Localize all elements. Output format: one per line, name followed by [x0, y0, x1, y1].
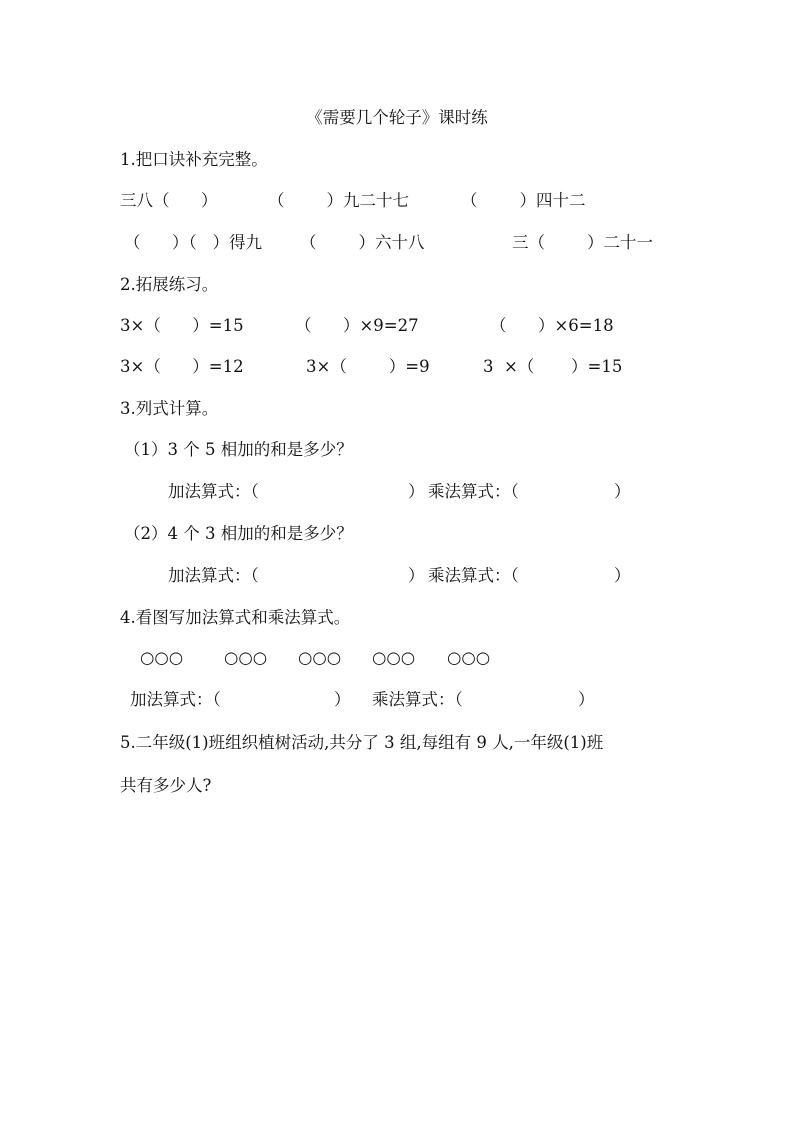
q2-r2-item2: 3×（ ）=9 [306, 357, 430, 376]
q2-r2-item3: 3 ×（ ）=15 [483, 357, 623, 376]
q1-r2-item1: （ ）（ ）得九 [124, 233, 262, 252]
q3-sub1-add-label: 加法算式：（ [168, 482, 259, 501]
q4-mul-label: 乘法算式：（ [372, 690, 463, 709]
q3-sub2-add-label: 加法算式：（ [168, 566, 259, 585]
q5-line2: 共有多少人? [120, 776, 212, 795]
q1-r2-item3: 三（ ）二十一 [512, 233, 653, 252]
q3-sub1-add-close: ） [408, 482, 425, 501]
q3-sub1-mul-label: 乘法算式：（ [428, 482, 519, 501]
q3-sub1: （1）3 个 5 相加的和是多少？ [124, 440, 353, 459]
page-title: 《需要几个轮子》课时练 [306, 108, 488, 127]
q3-sub1-mul-close: ） [614, 482, 631, 501]
q1-r1-item2: （ ）九二十七 [268, 191, 409, 210]
q1-r1-item1: 三八（ ） [120, 191, 218, 210]
q3-heading: 3.列式计算。 [120, 399, 219, 418]
q4-mul-close: ） [578, 690, 595, 709]
q2-r2-item1: 3×（ ）=12 [120, 357, 244, 376]
q2-r1-item3: （ ）×6=18 [490, 316, 614, 335]
q2-r1-item2: （ ）×9=27 [295, 316, 419, 335]
q2-heading: 2.拓展练习。 [120, 275, 219, 294]
circle-group-2: ○○○ [224, 648, 268, 667]
q3-sub2-mul-label: 乘法算式：（ [428, 566, 519, 585]
q1-r1-item3: （ ）四十二 [461, 191, 586, 210]
q3-sub2: （2）4 个 3 相加的和是多少？ [124, 524, 353, 543]
q3-sub2-add-close: ） [408, 566, 425, 585]
circle-group-3: ○○○ [298, 648, 342, 667]
q3-sub2-mul-close: ） [614, 566, 631, 585]
circle-group-1: ○○○ [140, 648, 184, 667]
q2-r1-item1: 3×（ ）=15 [120, 316, 244, 335]
q1-r2-item2: （ ）六十八 [300, 233, 425, 252]
q5-line1: 5.二年级(1)班组织植树活动,共分了 3 组,每组有 9 人,一年级(1)班 [120, 733, 604, 752]
q4-add-label: 加法算式：（ [130, 690, 221, 709]
q4-add-close: ） [334, 690, 351, 709]
circle-group-4: ○○○ [372, 648, 416, 667]
q4-heading: 4.看图写加法算式和乘法算式。 [120, 608, 351, 627]
circle-group-5: ○○○ [447, 648, 491, 667]
q1-heading: 1.把口诀补充完整。 [120, 150, 268, 169]
